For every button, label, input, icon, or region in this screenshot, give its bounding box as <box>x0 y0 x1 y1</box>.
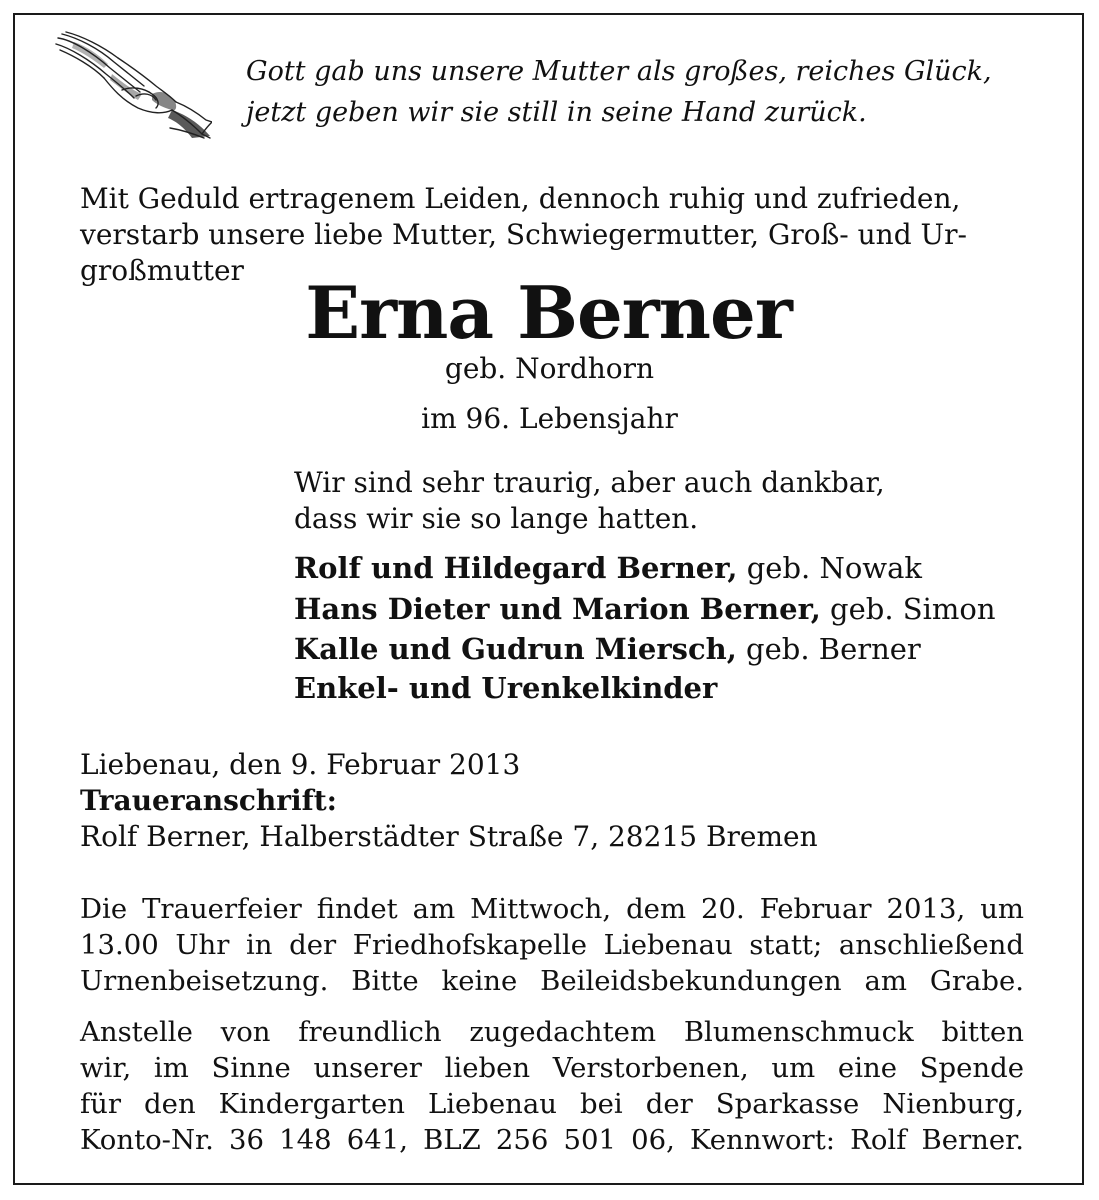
ceremony-line-1: Die Trauerfeier findet am Mittwoch, dem 20. Februar 2013, um <box>80 893 1024 925</box>
intro-line-3: großmutter <box>80 254 244 287</box>
ceremony-line-3: Urnenbeisetzung. Bitte keine Beileidsbekundungen am Grabe. <box>80 965 1024 997</box>
birth-name: geb. Nordhorn <box>444 352 655 385</box>
address-label: Traueranschrift: <box>80 784 337 817</box>
mourner-note: geb. Berner <box>736 632 921 666</box>
intro-line-2: verstarb unsere liebe Mutter, Schwiegermutter, Groß- und Ur- <box>80 218 967 251</box>
donation-line-1: Anstelle von freundlich zugedachtem Blumenschmuck bitten <box>80 1016 1024 1048</box>
gratitude-line-2: dass wir sie so lange hatten. <box>294 502 699 535</box>
poem-line-2: jetzt geben wir sie still in seine Hand zurück. <box>246 97 867 128</box>
ceremony-line-2: 13.00 Uhr in der Friedhofskapelle Liebenau statt; anschließend <box>80 929 1024 961</box>
mourner-names: Enkel- und Urenkelkinder <box>294 671 718 705</box>
mourner-names: Rolf und Hildegard Berner, <box>294 551 738 585</box>
poem-line-1: Gott gab uns unsere Mutter als großes, reiches Glück, <box>246 56 992 87</box>
gratitude-line-1: Wir sind sehr traurig, aber auch dankbar, <box>294 466 885 499</box>
donation-line-2: wir, im Sinne unserer lieben Verstorbenen, um eine Spende <box>80 1052 1024 1084</box>
praying-hands-icon <box>52 30 212 140</box>
mourner-line <box>294 592 996 626</box>
mourner-names: Kalle und Gudrun Miersch, <box>294 632 737 666</box>
address-value: Rolf Berner, Halberstädter Straße 7, 28215 Bremen <box>80 820 818 853</box>
mourner-line <box>294 671 717 705</box>
place-date: Liebenau, den 9. Februar 2013 <box>80 748 521 781</box>
donation-line-3: für den Kindergarten Liebenau bei der Sparkasse Nienburg, <box>80 1088 1024 1120</box>
age-line: im 96. Lebensjahr <box>421 402 678 435</box>
donation-line-4: Konto-Nr. 36 148 641, BLZ 256 501 06, Kennwort: Rolf Berner. <box>80 1124 1024 1156</box>
mourner-names: Hans Dieter und Marion Berner, <box>294 592 821 626</box>
mourner-line <box>294 632 921 666</box>
intro-line-1: Mit Geduld ertragenem Leiden, dennoch ruhig und zufrieden, <box>80 182 961 215</box>
mourner-line <box>294 551 922 585</box>
mourner-note: geb. Nowak <box>737 551 922 585</box>
mourner-note: geb. Simon <box>820 592 996 626</box>
deceased-name: Erna Berner <box>305 270 792 355</box>
